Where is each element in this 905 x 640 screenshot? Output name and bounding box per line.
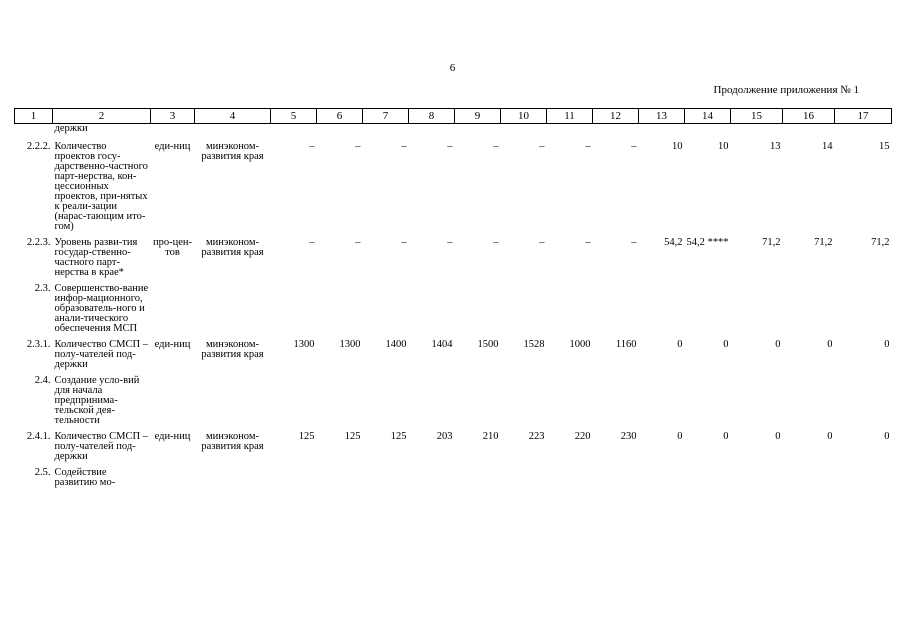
col-header: 4 [195, 109, 271, 124]
row-name: Создание усло-вий для начала предпринима-тельской дея-тельности [54, 375, 140, 426]
col-header: 10 [501, 109, 547, 124]
row-value [455, 462, 501, 488]
header-row [15, 109, 892, 124]
row-value [317, 462, 363, 488]
row-value [501, 124, 547, 137]
row-value [455, 278, 501, 334]
col-header: 17 [835, 109, 892, 124]
row-value: 71,2 [814, 237, 833, 248]
row-unit [151, 370, 195, 426]
row-value: 1528 [523, 339, 545, 350]
row-value [593, 462, 639, 488]
row-responsible: минэконом-развития края [201, 339, 264, 360]
col-header: 1 [15, 109, 53, 124]
row-value [547, 370, 593, 426]
row-value: 71,2 [871, 237, 890, 248]
row-value: 125 [298, 431, 315, 442]
row-value: 10 [672, 141, 683, 152]
row-value [685, 124, 731, 137]
col-header: 6 [317, 109, 363, 124]
row-code: 2.3. [34, 283, 51, 294]
row-responsible: минэконом-развития края [201, 237, 264, 258]
table-row [15, 278, 892, 334]
row-value [547, 278, 593, 334]
row-value [835, 462, 892, 488]
row-value: 230 [620, 431, 637, 442]
row-value [409, 370, 455, 426]
table-row [15, 426, 892, 462]
row-code: 2.2.3. [26, 237, 51, 248]
row-value: 14 [822, 141, 833, 152]
row-value [363, 278, 409, 334]
row-value [639, 370, 685, 426]
row-value: 10 [718, 141, 729, 152]
row-value: – [631, 237, 637, 248]
row-value [363, 462, 409, 488]
row-unit: еди-ниц [154, 141, 191, 152]
row-value [731, 278, 783, 334]
row-name: держки [54, 123, 88, 134]
row-value: – [309, 141, 315, 152]
row-value [363, 124, 409, 137]
row-value: 0 [775, 431, 781, 442]
row-unit [151, 462, 195, 488]
row-value: – [309, 237, 315, 248]
row-value [835, 124, 892, 137]
row-value: 203 [436, 431, 453, 442]
continuation-title: Продолжение приложения № 1 [713, 84, 859, 96]
row-value [409, 278, 455, 334]
row-value [685, 462, 731, 488]
row-value: 71,2 [762, 237, 781, 248]
row-value [731, 462, 783, 488]
col-header: 3 [151, 109, 195, 124]
row-value: 0 [723, 431, 729, 442]
col-header: 11 [547, 109, 593, 124]
row-name: Количество СМСП – полу-чателей под-держки [54, 339, 148, 370]
row-value [271, 370, 317, 426]
table-row [15, 124, 892, 137]
row-value [731, 370, 783, 426]
row-value [639, 462, 685, 488]
row-value: – [447, 237, 453, 248]
row-value: 0 [884, 339, 890, 350]
row-value [317, 278, 363, 334]
row-value: – [631, 141, 637, 152]
row-value: 1500 [477, 339, 499, 350]
table-row [15, 370, 892, 426]
row-code: 2.4. [34, 375, 51, 386]
row-responsible [195, 370, 271, 426]
row-responsible [195, 278, 271, 334]
row-value: 54,2 [664, 237, 683, 248]
row-value: – [493, 141, 499, 152]
row-value: 220 [574, 431, 591, 442]
row-value [501, 370, 547, 426]
table-row [15, 136, 892, 232]
row-value: 0 [775, 339, 781, 350]
row-value: 0 [827, 339, 833, 350]
row-value: 210 [482, 431, 499, 442]
row-value: 0 [677, 339, 683, 350]
appendix-table [14, 108, 892, 488]
col-header: 15 [731, 109, 783, 124]
row-value: 125 [390, 431, 407, 442]
row-unit: еди-ниц [154, 431, 191, 442]
row-value [639, 278, 685, 334]
row-value [783, 278, 835, 334]
row-name: Количество проектов госу-дарственно-частного парт-нерства, кон-цессионных проектов, при-нятых к реали-зации (нарас-тающим ито-гом) [54, 141, 148, 232]
row-unit [151, 278, 195, 334]
row-value: 1400 [385, 339, 407, 350]
row-value [501, 462, 547, 488]
table-row [15, 462, 892, 488]
row-value: 0 [884, 431, 890, 442]
page-number: 6 [449, 62, 456, 74]
col-header: 9 [455, 109, 501, 124]
row-value: 1160 [615, 339, 637, 350]
row-value: 1300 [293, 339, 315, 350]
row-value: 1300 [339, 339, 361, 350]
col-header: 5 [271, 109, 317, 124]
row-value [731, 124, 783, 137]
row-value: 0 [723, 339, 729, 350]
row-value: 15 [879, 141, 890, 152]
row-value: – [539, 237, 545, 248]
row-value: – [401, 141, 407, 152]
row-value [455, 124, 501, 137]
row-value: 0 [677, 431, 683, 442]
row-code [15, 124, 53, 137]
row-value [685, 370, 731, 426]
row-value [271, 462, 317, 488]
row-responsible [195, 462, 271, 488]
row-name: Уровень разви-тия государ-ственно-частного парт-нерства в крае* [54, 237, 138, 278]
row-responsible: минэконом-развития края [201, 431, 264, 452]
row-value [783, 462, 835, 488]
col-header: 7 [363, 109, 409, 124]
row-name: Содействие развитию мо- [54, 467, 116, 488]
row-value [639, 124, 685, 137]
col-header: 13 [639, 109, 685, 124]
row-value: – [355, 237, 361, 248]
row-value [547, 124, 593, 137]
row-value: 125 [344, 431, 361, 442]
row-value [501, 278, 547, 334]
row-value [409, 124, 455, 137]
table-row [15, 232, 892, 278]
col-header: 2 [53, 109, 151, 124]
row-value [783, 124, 835, 137]
row-responsible [195, 124, 271, 137]
row-value: 1404 [431, 339, 453, 350]
row-value: 1000 [569, 339, 591, 350]
row-value: – [401, 237, 407, 248]
row-value: – [585, 237, 591, 248]
row-value [317, 370, 363, 426]
row-value [317, 124, 363, 137]
col-header: 12 [593, 109, 639, 124]
row-value [455, 370, 501, 426]
row-value [363, 370, 409, 426]
row-name: Количество СМСП – полу-чателей под-держки [54, 431, 148, 462]
row-value [547, 462, 593, 488]
row-unit [151, 124, 195, 137]
col-header: 8 [409, 109, 455, 124]
row-value [271, 278, 317, 334]
row-value [409, 462, 455, 488]
row-code: 2.2.2. [26, 141, 51, 152]
row-unit: еди-ниц [154, 339, 191, 350]
row-value [593, 124, 639, 137]
row-value [835, 370, 892, 426]
col-header: 14 [685, 109, 731, 124]
row-code: 2.5. [34, 467, 51, 478]
col-header: 16 [783, 109, 835, 124]
table-row [15, 334, 892, 370]
row-value [271, 124, 317, 137]
row-value: – [539, 141, 545, 152]
row-value: 13 [770, 141, 781, 152]
row-value: – [447, 141, 453, 152]
row-name: Совершенство-вание инфор-мационного, образователь-ного и анали-тического обеспечения МСП [54, 283, 149, 334]
row-value: – [493, 237, 499, 248]
row-value [783, 370, 835, 426]
row-value [685, 278, 731, 334]
row-value [593, 370, 639, 426]
row-responsible: минэконом-развития края [201, 141, 264, 162]
row-code: 2.3.1. [26, 339, 51, 350]
row-value: – [585, 141, 591, 152]
table-body [15, 124, 892, 489]
row-value: – [355, 141, 361, 152]
row-code: 2.4.1. [26, 431, 51, 442]
row-unit: про-цен-тов [152, 237, 192, 258]
row-value: 0 [827, 431, 833, 442]
row-value: 223 [528, 431, 545, 442]
row-value [835, 278, 892, 334]
row-value [593, 278, 639, 334]
row-value: 54,2 **** [686, 237, 729, 248]
